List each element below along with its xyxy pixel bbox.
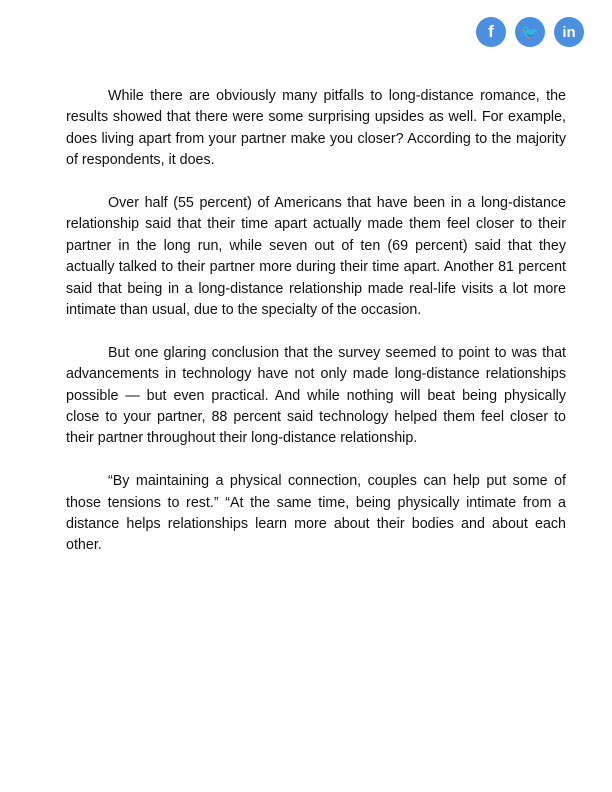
paragraph: But one glaring conclusion that the survey seemed to point to was that advancements in technology have not only made long-distance relationships possible — but even practical. And while nothing will beat being physically close to your partner, 88 percent said technology helped them feel closer to their partner throughout their long-distance relationship. — [66, 344, 566, 447]
paragraph: Over half (55 percent) of Americans that have been in a long-distance relationship said that their time apart actually made them feel closer to their partner in the long run, while seven out of ten (69 percent) said that they actually talked to their partner more during their time apart. Another 81 percent said that being in a long-distance relationship made real-life visits a lot more intimate than usual, due to the specialty of the occasion. — [66, 195, 566, 319]
facebook-icon[interactable]: f — [476, 17, 506, 47]
linkedin-icon[interactable]: in — [554, 17, 584, 47]
paragraph: “By maintaining a physical connection, couples can help put some of those tensions to rest.” “At the same time, being physically intimate from a distance helps relationships learn more about their bodies and about each other. — [66, 473, 566, 554]
paragraph: While there are obviously many pitfalls to long-distance romance, the results showed that there were some surprising upsides as well. For example, does living apart from your partner make you closer? According to the majority of respondents, it does. — [66, 88, 566, 169]
article-body — [66, 86, 566, 578]
twitter-icon[interactable]: 🐦 — [515, 17, 545, 47]
social-share-bar — [476, 17, 584, 47]
